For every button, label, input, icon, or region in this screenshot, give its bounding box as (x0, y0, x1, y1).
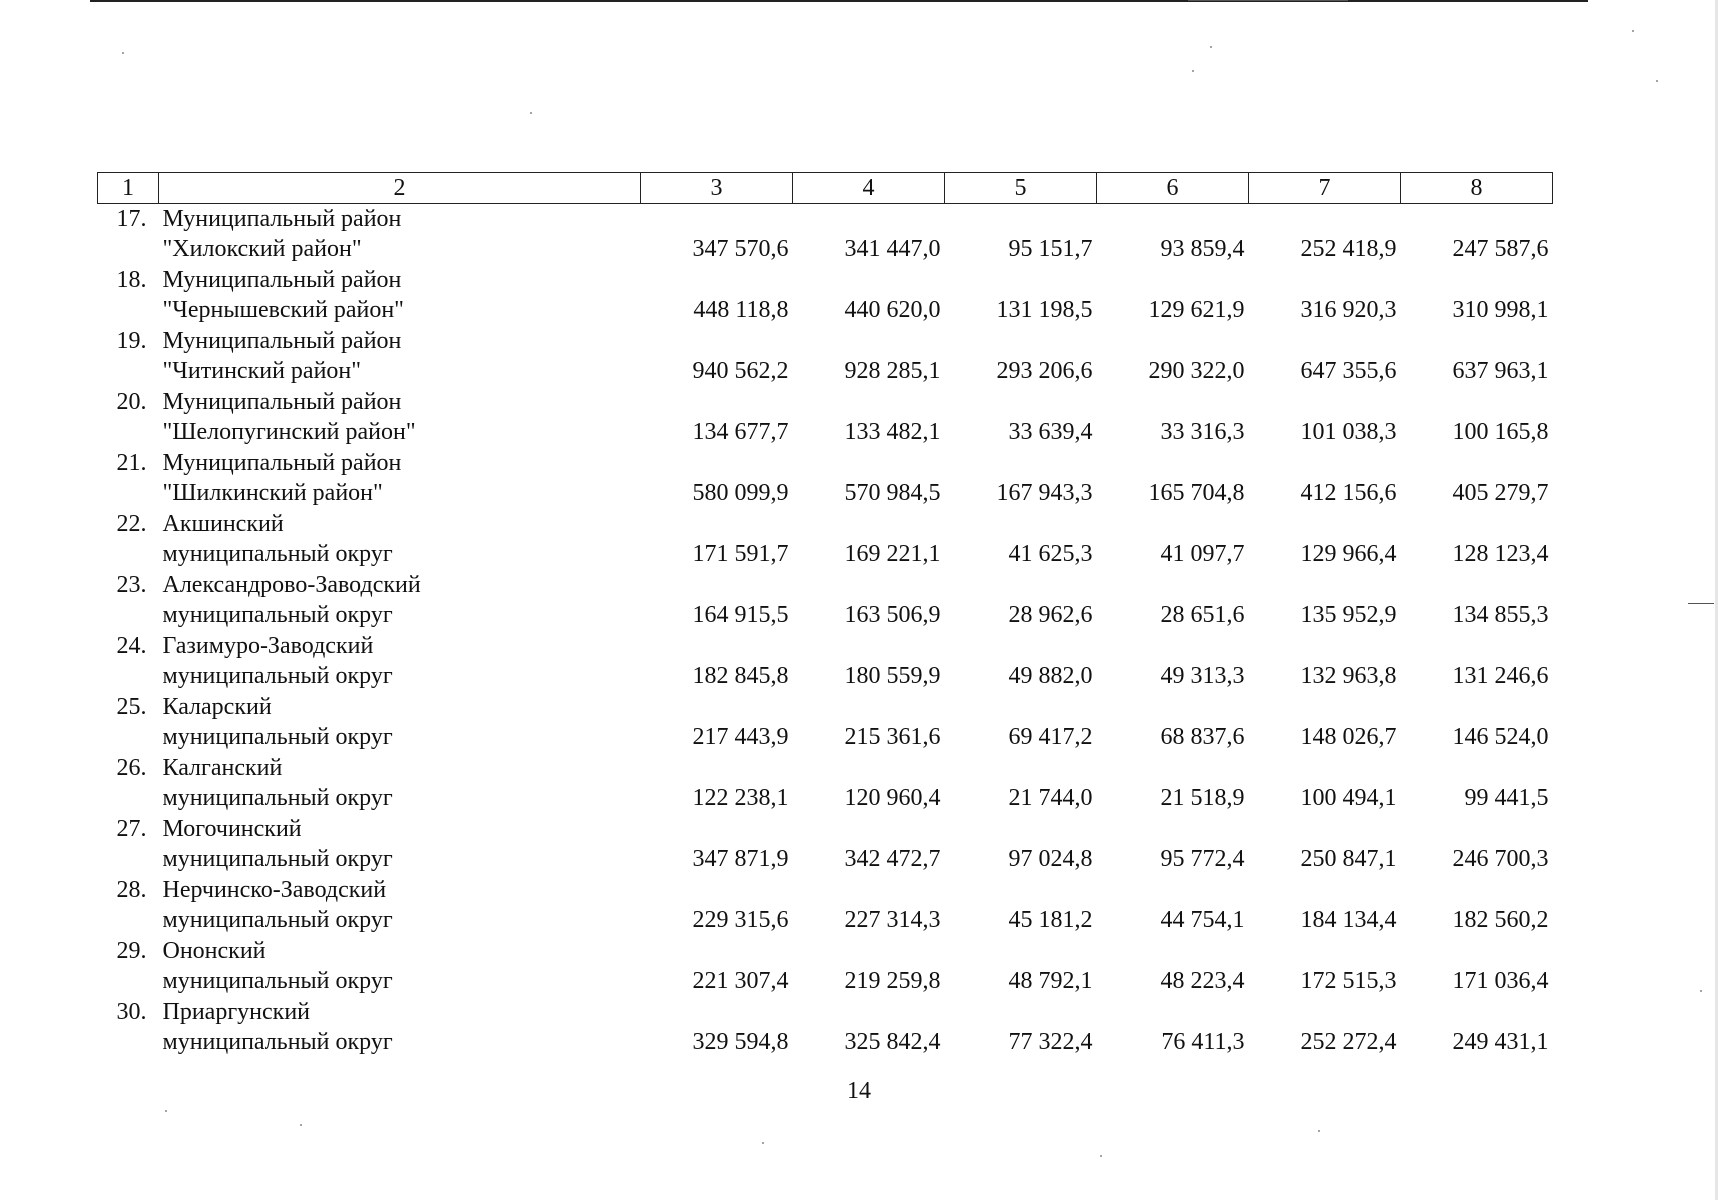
empty-cell (641, 326, 793, 356)
scan-speck (1100, 1155, 1102, 1157)
territory-name-line1: Каларский (162, 694, 272, 720)
territory-name-line2: муниципальный округ (162, 602, 393, 628)
value-cell-col8: 247 587,6 (1452, 236, 1549, 262)
empty-cell (98, 539, 159, 570)
value-cell-col6: 129 621,9 (1148, 297, 1245, 323)
table-row-continuation (98, 783, 1553, 814)
territory-name-line2: "Читинский район" (162, 358, 362, 384)
territory-name-line1: Муниципальный район (162, 267, 402, 293)
empty-cell (1097, 936, 1249, 966)
territory-name-line2: муниципальный округ (162, 907, 393, 933)
empty-cell (1401, 936, 1553, 966)
empty-cell (793, 936, 945, 966)
empty-cell (641, 875, 793, 905)
value-cell-col6: 95 772,4 (1160, 846, 1245, 872)
value-cell-col5: 69 417,2 (1008, 724, 1093, 750)
empty-cell (1097, 448, 1249, 478)
table-row (98, 265, 1553, 295)
empty-cell (793, 753, 945, 783)
value-cell-col6: 76 411,3 (1161, 1029, 1245, 1055)
table-row-continuation (98, 722, 1553, 753)
empty-cell (1249, 387, 1401, 417)
empty-cell (793, 509, 945, 539)
value-cell-col4: 169 221,1 (844, 541, 941, 567)
table-body (98, 204, 1553, 1059)
value-cell-col7: 129 966,4 (1300, 541, 1397, 567)
value-cell-col3: 347 570,6 (692, 236, 789, 262)
empty-cell (1097, 753, 1249, 783)
empty-cell (1249, 997, 1401, 1027)
empty-cell (98, 295, 159, 326)
row-number: 21. (116, 450, 147, 476)
empty-cell (945, 692, 1097, 722)
value-cell-col4: 215 361,6 (844, 724, 941, 750)
row-number: 23. (116, 572, 147, 598)
territory-name-line1: Муниципальный район (162, 328, 402, 354)
empty-cell (1249, 753, 1401, 783)
value-cell-col4: 342 472,7 (844, 846, 941, 872)
empty-cell (641, 692, 793, 722)
value-cell-col3: 448 118,8 (693, 297, 789, 323)
value-cell-col7: 252 418,9 (1300, 236, 1397, 262)
page-number: 14 (847, 1078, 871, 1104)
territory-name-line2: муниципальный округ (162, 846, 393, 872)
empty-cell (1097, 570, 1249, 600)
value-cell-col3: 580 099,9 (692, 480, 789, 506)
empty-cell (641, 814, 793, 844)
empty-cell (1097, 204, 1249, 235)
territory-name-line2: муниципальный округ (162, 541, 393, 567)
row-number: 29. (116, 938, 147, 964)
value-cell-col8: 310 998,1 (1452, 297, 1549, 323)
value-cell-col6: 48 223,4 (1160, 968, 1245, 994)
table-row-continuation (98, 1027, 1553, 1058)
value-cell-col8: 146 524,0 (1452, 724, 1549, 750)
territory-name-line1: Нерчинско-Заводский (162, 877, 387, 903)
territory-name-line1: Муниципальный район (162, 206, 402, 232)
value-cell-col4: 341 447,0 (844, 236, 941, 262)
value-cell-col5: 77 322,4 (1008, 1029, 1093, 1055)
value-cell-col3: 134 677,7 (692, 419, 789, 445)
empty-cell (641, 936, 793, 966)
value-cell-col6: 49 313,3 (1160, 663, 1245, 689)
value-cell-col8: 131 246,6 (1452, 663, 1549, 689)
empty-cell (98, 356, 159, 387)
empty-cell (1401, 448, 1553, 478)
empty-cell (1401, 753, 1553, 783)
value-cell-col5: 131 198,5 (996, 297, 1093, 323)
value-cell-col4: 133 482,1 (844, 419, 941, 445)
empty-cell (1401, 631, 1553, 661)
territory-name-line2: муниципальный округ (162, 1029, 393, 1055)
value-cell-col8: 182 560,2 (1452, 907, 1549, 933)
value-cell-col7: 316 920,3 (1300, 297, 1397, 323)
territory-name-line1: Александрово-Заводский (162, 572, 421, 598)
column-header: 4 (793, 173, 945, 204)
empty-cell (1097, 631, 1249, 661)
empty-cell (793, 997, 945, 1027)
value-cell-col8: 637 963,1 (1452, 358, 1549, 384)
table-row (98, 692, 1553, 722)
column-header: 2 (159, 173, 641, 204)
column-header: 1 (98, 173, 159, 204)
value-cell-col8: 134 855,3 (1452, 602, 1549, 628)
table-row (98, 509, 1553, 539)
empty-cell (641, 509, 793, 539)
empty-cell (1401, 875, 1553, 905)
empty-cell (945, 570, 1097, 600)
table-row-continuation (98, 600, 1553, 631)
scan-dash (1188, 0, 1348, 1)
value-cell-col7: 132 963,8 (1300, 663, 1397, 689)
table-row-continuation (98, 844, 1553, 875)
empty-cell (1249, 509, 1401, 539)
value-cell-col3: 229 315,6 (692, 907, 789, 933)
value-cell-col5: 95 151,7 (1008, 236, 1093, 262)
empty-cell (1097, 265, 1249, 295)
empty-cell (1097, 814, 1249, 844)
empty-cell (945, 326, 1097, 356)
value-cell-col3: 217 443,9 (692, 724, 789, 750)
empty-cell (945, 204, 1097, 235)
territory-name-line2: муниципальный округ (162, 724, 393, 750)
territory-name-line1: Калганский (162, 755, 283, 781)
empty-cell (1249, 936, 1401, 966)
scan-speck (165, 1110, 167, 1112)
scan-speck (1318, 1130, 1320, 1132)
row-number: 27. (116, 816, 147, 842)
empty-cell (98, 417, 159, 448)
table-row (98, 814, 1553, 844)
empty-cell (98, 966, 159, 997)
empty-cell (98, 661, 159, 692)
empty-cell (1401, 326, 1553, 356)
value-cell-col8: 405 279,7 (1452, 480, 1549, 506)
table-row-continuation (98, 539, 1553, 570)
empty-cell (641, 753, 793, 783)
empty-cell (98, 1027, 159, 1058)
row-number: 26. (116, 755, 147, 781)
empty-cell (1249, 631, 1401, 661)
territory-name-line1: Акшинский (162, 511, 284, 537)
column-number-row (98, 173, 1553, 204)
empty-cell (1097, 997, 1249, 1027)
value-cell-col8: 99 441,5 (1464, 785, 1549, 811)
value-cell-col3: 221 307,4 (692, 968, 789, 994)
empty-cell (945, 997, 1097, 1027)
value-cell-col3: 122 238,1 (692, 785, 789, 811)
value-cell-col4: 163 506,9 (844, 602, 941, 628)
empty-cell (945, 631, 1097, 661)
empty-cell (1097, 509, 1249, 539)
value-cell-col4: 219 259,8 (844, 968, 941, 994)
value-cell-col4: 180 559,9 (844, 663, 941, 689)
empty-cell (793, 692, 945, 722)
row-number: 17. (116, 206, 147, 232)
empty-cell (945, 265, 1097, 295)
territory-name-line2: "Хилокский район" (162, 236, 362, 262)
row-number: 22. (116, 511, 147, 537)
value-cell-col5: 21 744,0 (1008, 785, 1093, 811)
empty-cell (1249, 326, 1401, 356)
empty-cell (945, 936, 1097, 966)
scan-speck (1210, 46, 1212, 48)
column-header: 8 (1401, 173, 1553, 204)
column-header: 7 (1249, 173, 1401, 204)
value-cell-col4: 928 285,1 (844, 358, 941, 384)
table-row (98, 753, 1553, 783)
empty-cell (641, 387, 793, 417)
value-cell-col6: 93 859,4 (1160, 236, 1245, 262)
value-cell-col4: 325 842,4 (844, 1029, 941, 1055)
top-border-line (90, 0, 1588, 2)
value-cell-col8: 249 431,1 (1452, 1029, 1549, 1055)
value-cell-col5: 97 024,8 (1008, 846, 1093, 872)
empty-cell (98, 905, 159, 936)
territory-name-line1: Могочинский (162, 816, 302, 842)
row-number: 28. (116, 877, 147, 903)
empty-cell (1249, 814, 1401, 844)
value-cell-col3: 329 594,8 (692, 1029, 789, 1055)
value-cell-col5: 167 943,3 (996, 480, 1093, 506)
empty-cell (793, 631, 945, 661)
empty-cell (1401, 204, 1553, 235)
value-cell-col8: 100 165,8 (1452, 419, 1549, 445)
table-row-continuation (98, 966, 1553, 997)
table-row (98, 387, 1553, 417)
empty-cell (98, 234, 159, 265)
table-row-continuation (98, 661, 1553, 692)
empty-cell (945, 448, 1097, 478)
value-cell-col7: 100 494,1 (1300, 785, 1397, 811)
value-cell-col3: 347 871,9 (692, 846, 789, 872)
row-number: 25. (116, 694, 147, 720)
empty-cell (945, 753, 1097, 783)
empty-cell (1249, 875, 1401, 905)
data-table (97, 172, 1553, 1058)
empty-cell (641, 570, 793, 600)
value-cell-col3: 182 845,8 (692, 663, 789, 689)
empty-cell (1401, 265, 1553, 295)
empty-cell (641, 997, 793, 1027)
empty-cell (1249, 204, 1401, 235)
value-cell-col6: 21 518,9 (1160, 785, 1245, 811)
territory-name-line1: Газимуро-Заводский (162, 633, 374, 659)
row-number: 30. (116, 999, 147, 1025)
empty-cell (945, 875, 1097, 905)
empty-cell (1401, 509, 1553, 539)
empty-cell (641, 265, 793, 295)
territory-name-line1: Муниципальный район (162, 450, 402, 476)
territory-name-line1: Ононский (162, 938, 266, 964)
value-cell-col5: 41 625,3 (1008, 541, 1093, 567)
column-header: 5 (945, 173, 1097, 204)
value-cell-col7: 250 847,1 (1300, 846, 1397, 872)
empty-cell (793, 814, 945, 844)
table-row (98, 570, 1553, 600)
column-header: 6 (1097, 173, 1249, 204)
empty-cell (98, 478, 159, 509)
territory-name-line2: муниципальный округ (162, 785, 393, 811)
row-number: 19. (116, 328, 147, 354)
territory-name-line2: муниципальный округ (162, 663, 393, 689)
table-row (98, 448, 1553, 478)
empty-cell (793, 204, 945, 235)
empty-cell (1401, 387, 1553, 417)
empty-cell (98, 783, 159, 814)
empty-cell (1097, 692, 1249, 722)
value-cell-col8: 171 036,4 (1452, 968, 1549, 994)
empty-cell (1097, 387, 1249, 417)
empty-cell (1249, 692, 1401, 722)
value-cell-col7: 252 272,4 (1300, 1029, 1397, 1055)
territory-name-line2: "Чернышевский район" (162, 297, 404, 323)
territory-name-line2: муниципальный округ (162, 968, 393, 994)
value-cell-col6: 33 316,3 (1160, 419, 1245, 445)
scan-speck (300, 1124, 302, 1126)
table-row-continuation (98, 295, 1553, 326)
table-row-continuation (98, 905, 1553, 936)
territory-name-line1: Приаргунский (162, 999, 311, 1025)
value-cell-col5: 28 962,6 (1008, 602, 1093, 628)
row-number: 18. (116, 267, 147, 293)
value-cell-col6: 165 704,8 (1148, 480, 1245, 506)
empty-cell (945, 387, 1097, 417)
value-cell-col6: 44 754,1 (1160, 907, 1245, 933)
scan-speck (1192, 70, 1194, 72)
empty-cell (1249, 448, 1401, 478)
territory-name-line1: Муниципальный район (162, 389, 402, 415)
empty-cell (641, 448, 793, 478)
value-cell-col7: 101 038,3 (1300, 419, 1397, 445)
empty-cell (945, 814, 1097, 844)
value-cell-col3: 171 591,7 (692, 541, 789, 567)
empty-cell (793, 326, 945, 356)
empty-cell (98, 722, 159, 753)
value-cell-col4: 570 984,5 (844, 480, 941, 506)
scan-speck (1700, 990, 1702, 992)
scan-speck (122, 52, 124, 54)
column-header: 3 (641, 173, 793, 204)
scan-speck (530, 112, 532, 114)
table-row-continuation (98, 478, 1553, 509)
scan-speck (1632, 30, 1634, 32)
empty-cell (793, 570, 945, 600)
empty-cell (641, 204, 793, 235)
empty-cell (98, 600, 159, 631)
value-cell-col6: 290 322,0 (1148, 358, 1245, 384)
empty-cell (793, 448, 945, 478)
empty-cell (1401, 570, 1553, 600)
value-cell-col4: 227 314,3 (844, 907, 941, 933)
empty-cell (1249, 265, 1401, 295)
empty-cell (793, 875, 945, 905)
value-cell-col4: 440 620,0 (844, 297, 941, 323)
value-cell-col7: 148 026,7 (1300, 724, 1397, 750)
value-cell-col5: 48 792,1 (1008, 968, 1093, 994)
value-cell-col4: 120 960,4 (844, 785, 941, 811)
table-row-continuation (98, 234, 1553, 265)
value-cell-col6: 28 651,6 (1160, 602, 1245, 628)
empty-cell (1249, 570, 1401, 600)
table-row (98, 936, 1553, 966)
scan-speck (762, 1142, 764, 1144)
value-cell-col8: 246 700,3 (1452, 846, 1549, 872)
scan-speck (1656, 80, 1658, 82)
empty-cell (1401, 814, 1553, 844)
value-cell-col7: 172 515,3 (1300, 968, 1397, 994)
table-row (98, 875, 1553, 905)
value-cell-col5: 45 181,2 (1008, 907, 1093, 933)
value-cell-col7: 647 355,6 (1300, 358, 1397, 384)
empty-cell (793, 265, 945, 295)
territory-name-line2: "Шилкинский район" (162, 480, 383, 506)
value-cell-col8: 128 123,4 (1452, 541, 1549, 567)
value-cell-col6: 41 097,7 (1160, 541, 1245, 567)
row-number: 24. (116, 633, 147, 659)
empty-cell (1401, 692, 1553, 722)
table-row-continuation (98, 417, 1553, 448)
value-cell-col5: 293 206,6 (996, 358, 1093, 384)
empty-cell (98, 844, 159, 875)
territory-name-line2: "Шелопугинский район" (162, 419, 416, 445)
empty-cell (1401, 997, 1553, 1027)
value-cell-col3: 940 562,2 (692, 358, 789, 384)
value-cell-col7: 184 134,4 (1300, 907, 1397, 933)
value-cell-col6: 68 837,6 (1160, 724, 1245, 750)
table-row (98, 326, 1553, 356)
table-row-continuation (98, 356, 1553, 387)
empty-cell (945, 509, 1097, 539)
value-cell-col3: 164 915,5 (692, 602, 789, 628)
table-row (98, 631, 1553, 661)
row-number: 20. (116, 389, 147, 415)
value-cell-col7: 135 952,9 (1300, 602, 1397, 628)
empty-cell (793, 387, 945, 417)
empty-cell (1097, 326, 1249, 356)
empty-cell (641, 631, 793, 661)
scan-dash (1688, 603, 1714, 604)
value-cell-col5: 49 882,0 (1008, 663, 1093, 689)
empty-cell (1097, 875, 1249, 905)
table-row (98, 997, 1553, 1027)
table-row (98, 204, 1553, 235)
value-cell-col5: 33 639,4 (1008, 419, 1093, 445)
value-cell-col7: 412 156,6 (1300, 480, 1397, 506)
